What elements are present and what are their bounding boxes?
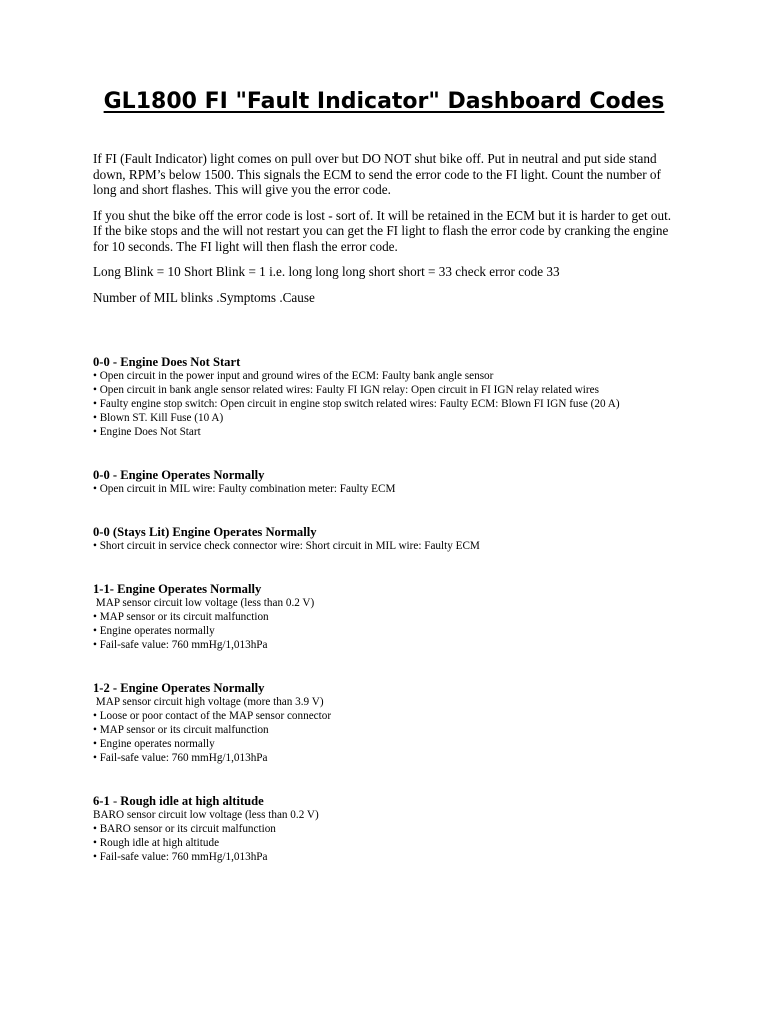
code-symptom: Rough idle at high altitude (120, 794, 264, 808)
code-number: 6-1 (93, 794, 110, 808)
code-section (93, 468, 675, 496)
list-item: • MAP sensor or its circuit malfunction (93, 611, 269, 623)
list-item: • Blown ST. Kill Fuse (10 A) (93, 412, 224, 424)
code-heading: 0-0 (Stays Lit) Engine Operates Normally (93, 525, 317, 539)
code-heading (93, 794, 675, 808)
code-heading: 1-1- Engine Operates Normally (93, 582, 262, 596)
code-separator: - (109, 794, 121, 808)
code-heading: 0-0 - Engine Operates Normally (93, 468, 265, 482)
list-item: • Fail-safe value: 760 mmHg/1,013hPa (93, 752, 268, 764)
code-section (93, 355, 675, 439)
list-item: • Open circuit in MIL wire: Faulty combination meter: Faulty ECM (93, 483, 396, 495)
code-heading: 1-2 - Engine Operates Normally (93, 681, 265, 695)
document-body (93, 151, 675, 893)
list-item: • Faulty engine stop switch: Open circuit in engine stop switch related wires: Faulty ECM: Blown FI IGN fuse (20 A) (93, 398, 620, 410)
list-item: • Fail-safe value: 760 mmHg/1,013hPa (93, 851, 268, 863)
list-item: • BARO sensor or its circuit malfunction (93, 823, 276, 835)
list-item: • MAP sensor or its circuit malfunction (93, 724, 269, 736)
list-item: • Engine operates normally (93, 625, 215, 637)
list-item: • Open circuit in bank angle sensor related wires: Faulty FI IGN relay: Open circuit in FI IGN relay related wires (93, 384, 599, 396)
code-section (93, 582, 675, 652)
list-item: BARO sensor circuit low voltage (less than 0.2 V) (93, 809, 319, 821)
document-title: GL1800 FI "Fault Indicator" Dashboard Codes (103, 89, 665, 114)
list-item: MAP sensor circuit low voltage (less than 0.2 V) (93, 597, 315, 609)
code-section (93, 794, 675, 864)
list-item: • Engine Does Not Start (93, 426, 201, 438)
code-section (93, 681, 675, 765)
list-item: • Engine operates normally (93, 738, 215, 750)
blink-legend: Long Blink = 10 Short Blink = 1 i.e. long long long short short = 33 check error code 33 (93, 264, 560, 279)
code-section (93, 525, 675, 553)
list-item: • Open circuit in the power input and ground wires of the ECM: Faulty bank angle sensor (93, 370, 494, 382)
column-legend: Number of MIL blinks .Symptoms .Cause (93, 289, 315, 305)
list-item: • Short circuit in service check connector wire: Short circuit in MIL wire: Faulty ECM (93, 540, 480, 552)
code-heading: 0-0 - Engine Does Not Start (93, 355, 241, 369)
list-item: • Loose or poor contact of the MAP sensor connector (93, 710, 332, 722)
list-item: MAP sensor circuit high voltage (more than 3.9 V) (93, 696, 324, 708)
list-item: • Rough idle at high altitude (93, 837, 220, 849)
intro-paragraph: If FI (Fault Indicator) light comes on pull over but DO NOT shut bike off. Put in neutral and put side stand down, RPM’s below 1500. This signals the ECM to send the error code to the FI light. Count the number of long and short flashes. This will give you the error code. (93, 151, 661, 197)
intro-paragraph: If you shut the bike off the error code is lost - sort of. It will be retained in the ECM but it is harder to get out. If the bike stops and the will not restart you can get the FI light to flash the error code by cranking the engine for 10 seconds. The FI light will then flash the error code. (93, 207, 672, 254)
list-item: • Fail-safe value: 760 mmHg/1,013hPa (93, 639, 268, 651)
